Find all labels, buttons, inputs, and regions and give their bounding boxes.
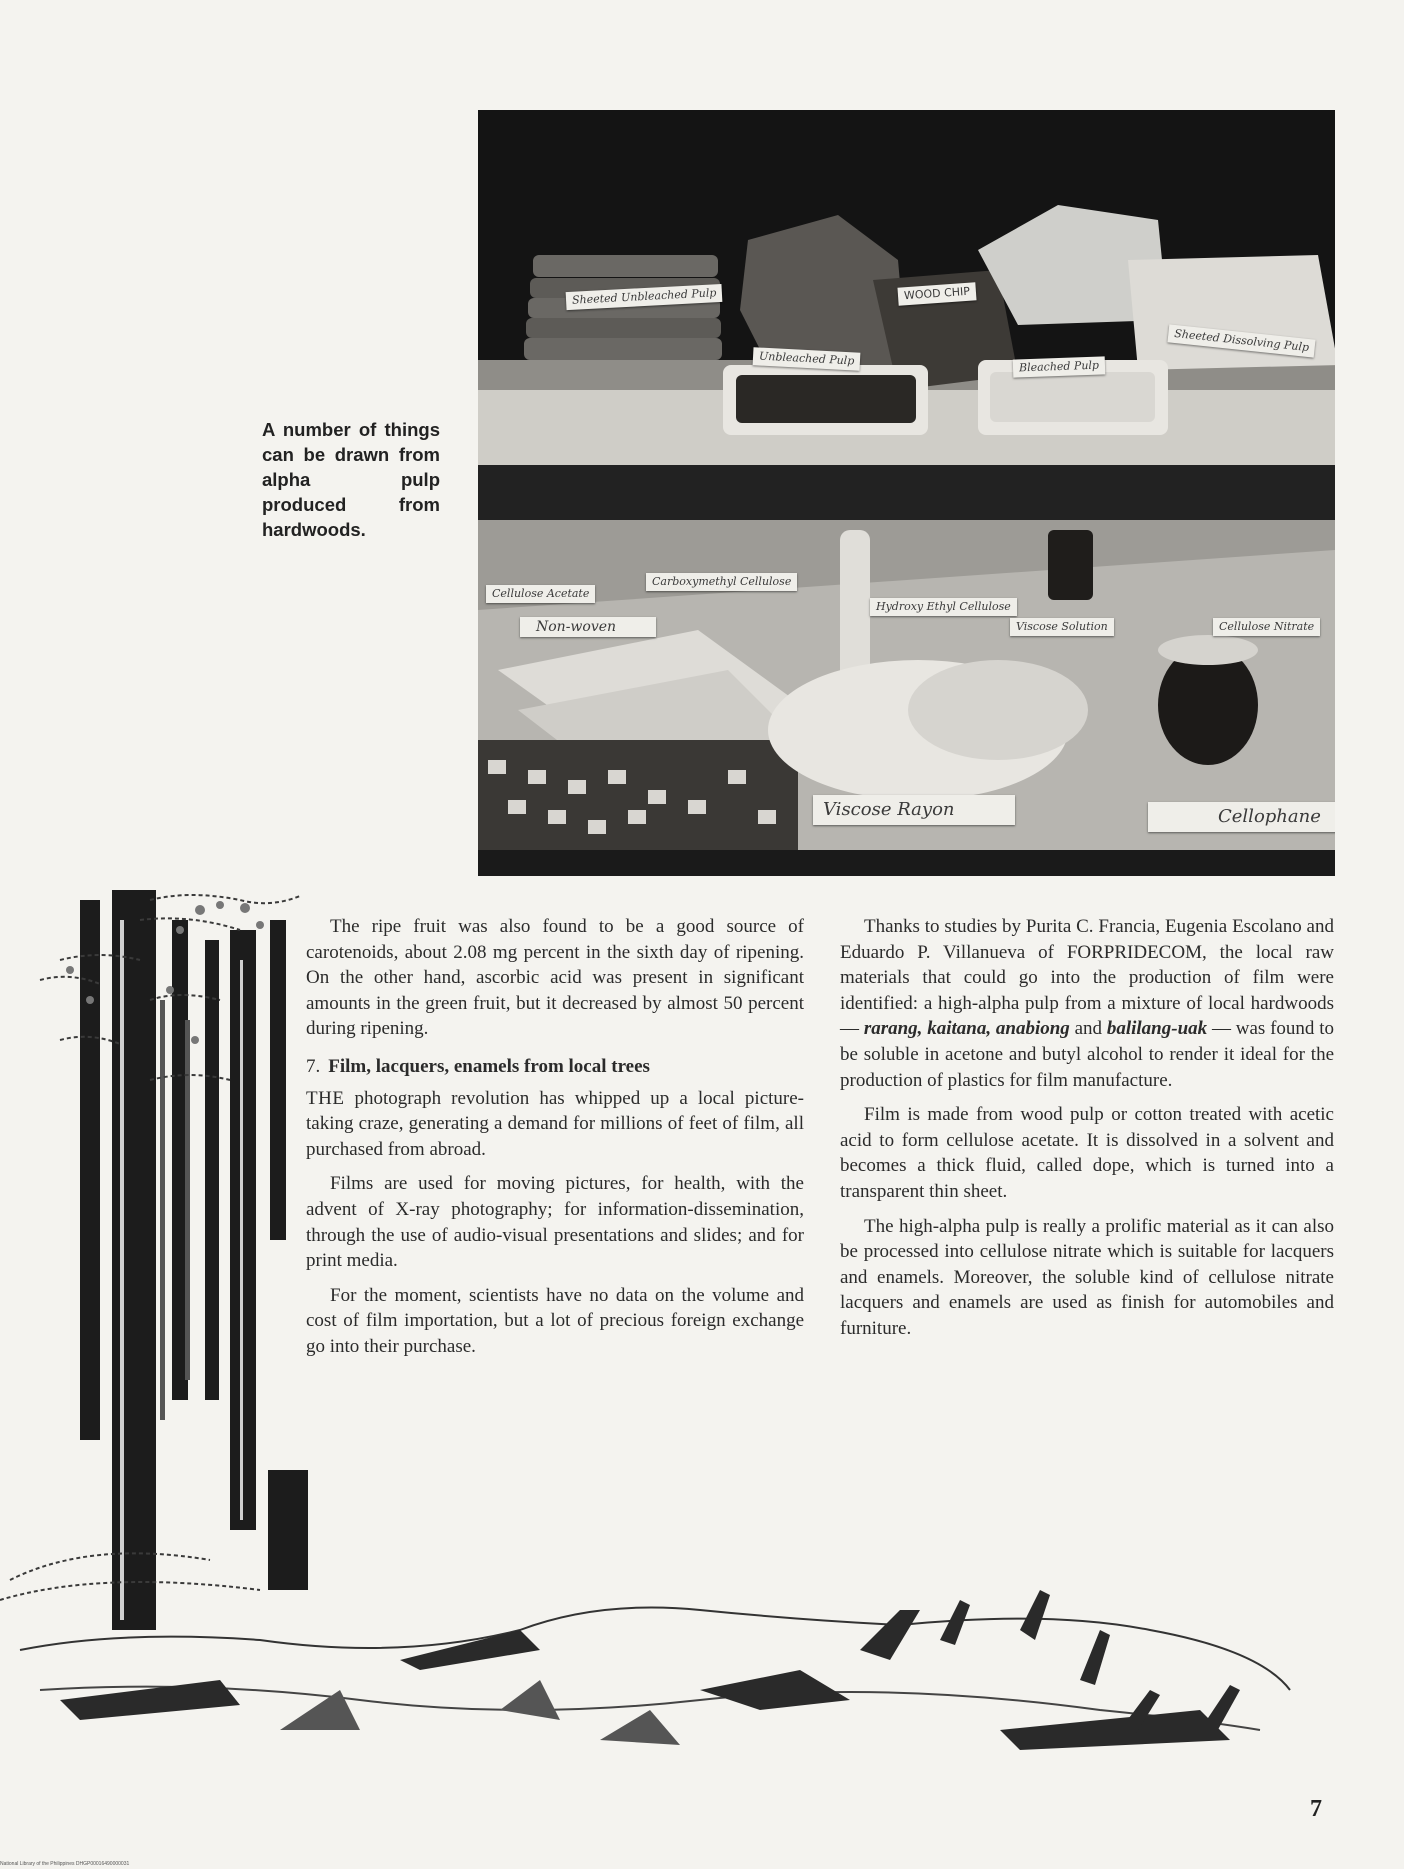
label-cellophane: Cellophane bbox=[1148, 802, 1335, 832]
hardwood-name-balilang-uak: balilang-uak bbox=[1106, 1018, 1208, 1040]
section-number: 7. bbox=[306, 1055, 321, 1077]
product-display-photo bbox=[478, 110, 1335, 876]
paragraph-film-made: Film is made from wood pulp or cotton treated with acetic acid to form cellulose acetate. It is dissolved in a solvent and becomes a thick fluid, called dope, which is turned into a transparent thin sheet. bbox=[840, 1104, 1334, 1202]
library-footer: National Library of the Philippines DHGP00016490000031 bbox=[0, 1861, 130, 1867]
ground-illustration bbox=[0, 1570, 1404, 1770]
hardwood-names: rarang, kaitana, anabiong bbox=[863, 1018, 1070, 1040]
paragraph-high-alpha-pulp: The high-alpha pulp is really a prolific material as it can also be processed into cellulose nitrate which is suitable for lacquers and enamels. Moreover, the soluble kind of cellulose nitrate lacquers and enamels are used as finish for automobiles and furniture. bbox=[840, 1215, 1334, 1339]
studies-text-e: — was found to be soluble in acetone and butyl alcohol to render it ideal for the production of plastics for film manufacture. bbox=[840, 1018, 1335, 1091]
label-carboxymethyl-cellulose: Carboxymethyl Cellulose bbox=[646, 573, 797, 591]
label-viscose-rayon: Viscose Rayon bbox=[813, 795, 1015, 825]
section-heading bbox=[306, 1054, 804, 1080]
label-ethyl-cellulose: Hydroxy Ethyl Cellulose bbox=[870, 598, 1017, 616]
photo-caption: A number of things can be drawn from alpha pulp produced from hardwoods. bbox=[262, 419, 440, 540]
text-column-right bbox=[840, 914, 1334, 1342]
label-wood-chip: WOOD CHIP bbox=[897, 282, 976, 305]
studies-text-c: and bbox=[1069, 1018, 1107, 1040]
paragraph-photograph-revolution bbox=[306, 1086, 804, 1163]
paragraph-film-uses: Films are used for moving pictures, for health, with the advent of X-ray photography; for information-dissemination, through the use of audio-visual presentations and slides; and for print media. bbox=[306, 1173, 804, 1272]
studies-text-a: Thanks to studies by Purita C. Francia, Eugenia Escolano and Eduardo P. Villanueva of FORPRIDECOM, the local raw materials that could go into the production of film were identified: a high-alpha pulp from a mixture of local hardwoods — bbox=[840, 916, 1334, 1040]
label-cellulose-nitrate: Cellulose Nitrate bbox=[1213, 618, 1320, 636]
lead-caps: THE bbox=[306, 1087, 345, 1109]
section-title: Film, lacquers, enamels from local trees bbox=[328, 1055, 650, 1077]
paragraph-photograph-text: photograph revolution has whipped up a local picture-taking craze, generating a demand for millions of feet of film, all purchased from abroad. bbox=[306, 1087, 804, 1160]
label-bleached-pulp: Bleached Pulp bbox=[1013, 356, 1106, 377]
label-sheeted-unbleached-pulp: Sheeted Unbleached Pulp bbox=[566, 284, 723, 310]
label-unbleached-pulp: Unbleached Pulp bbox=[753, 347, 861, 371]
paragraph-studies bbox=[840, 914, 1334, 1093]
label-cellulose-acetate: Cellulose Acetate bbox=[486, 585, 595, 603]
page-number: 7 bbox=[1310, 1796, 1322, 1822]
photo-scene bbox=[478, 110, 1335, 876]
label-viscose-solution: Viscose Solution bbox=[1010, 618, 1114, 636]
text-column-left bbox=[306, 914, 804, 1360]
label-non-woven: Non-woven bbox=[520, 617, 656, 637]
label-sheeted-dissolving-pulp: Sheeted Dissolving Pulp bbox=[1167, 324, 1315, 357]
paragraph-film-importation: For the moment, scientists have no data on the volume and cost of film importation, but a lot of precious foreign exchange go into their purchase. bbox=[306, 1284, 804, 1357]
paragraph-carotenoids: The ripe fruit was also found to be a good source of carotenoids, about 2.08 mg percent in the sixth day of ripening. On the other hand, ascorbic acid was present in significant amounts in the green fruit, but it decreased by almost 50 percent during ripening. bbox=[306, 916, 804, 1040]
